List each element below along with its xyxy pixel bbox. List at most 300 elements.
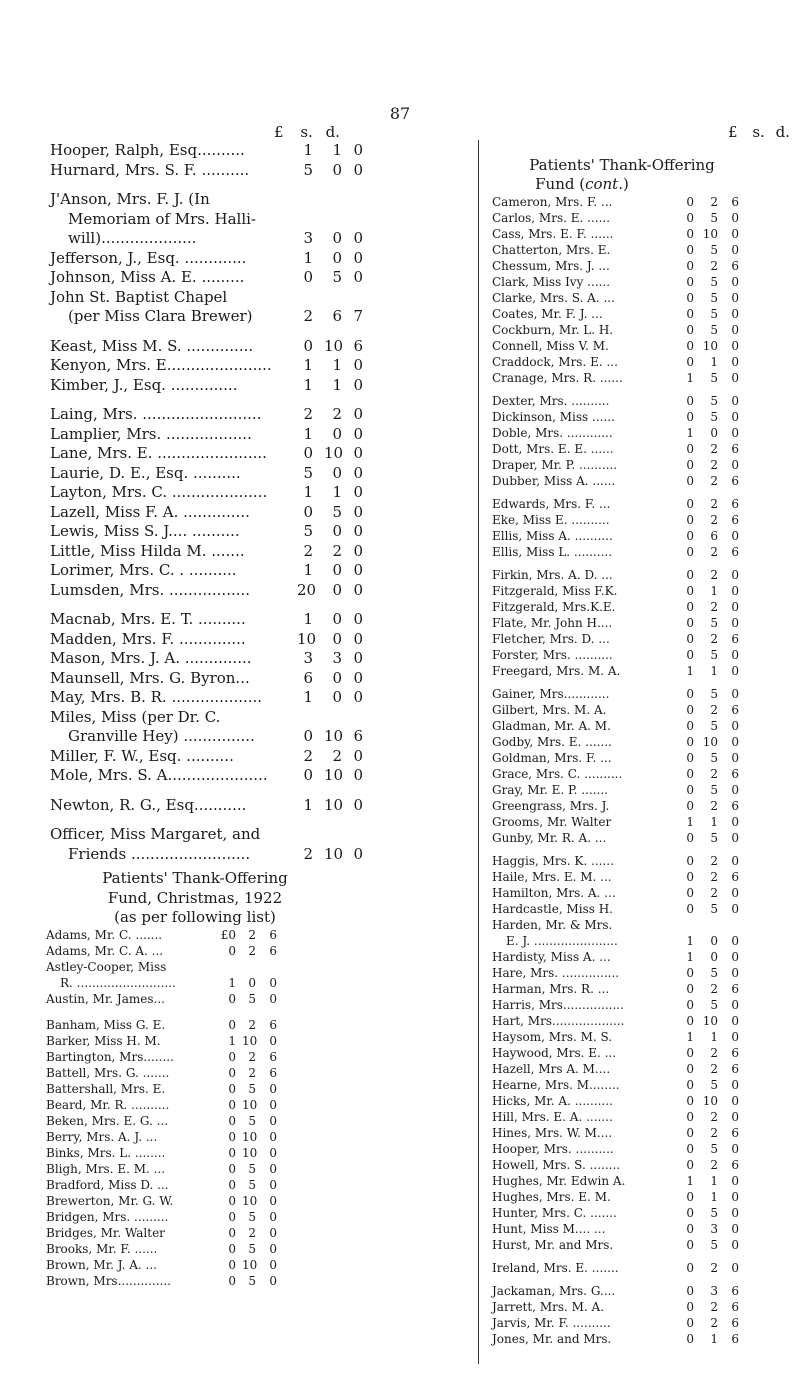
- shillings-value: 1: [710, 664, 718, 678]
- shillings-value: 1: [710, 355, 718, 369]
- entry-name: Forster, Mrs. ..........: [492, 648, 613, 662]
- entry-name: Bligh, Mrs. E. M. ...: [46, 1162, 166, 1176]
- pence-value: 0: [731, 1238, 739, 1252]
- pounds-value: 1: [303, 375, 313, 394]
- pence-value: 0: [731, 426, 739, 440]
- list-item: [492, 210, 792, 226]
- pounds-value: 0: [686, 1014, 694, 1028]
- pounds-value: 2: [303, 541, 313, 560]
- shillings-value: 2: [710, 1046, 718, 1060]
- list-item: [50, 356, 470, 376]
- pence-value: 0: [731, 1261, 739, 1275]
- pence-value: 0: [269, 976, 277, 990]
- shillings-value: 5: [710, 307, 718, 321]
- section-title: Patients' Thank-Offering: [529, 156, 715, 174]
- entry-name: R. ..........................: [60, 976, 176, 990]
- entry-name: Lewis, Miss S. J.... ..........: [50, 522, 240, 540]
- pence-value: 0: [731, 323, 739, 337]
- list-item: [492, 1299, 792, 1315]
- list-item: [50, 630, 470, 650]
- pounds-value: 0: [686, 982, 694, 996]
- pence-value: 0: [731, 1174, 739, 1188]
- shillings-value: 0: [332, 424, 342, 443]
- list-item: [492, 686, 792, 702]
- shillings-value: 5: [332, 502, 342, 521]
- shillings-value: 0: [332, 522, 342, 540]
- pence-value: 0: [731, 854, 739, 868]
- entry-name: Granville Hey) ...............: [68, 727, 255, 745]
- list-item: [50, 337, 470, 357]
- pounds-value: 1: [228, 1034, 236, 1048]
- pounds-value: 2: [303, 405, 313, 423]
- pence-value: 0: [731, 831, 739, 845]
- pounds-value: 0: [228, 1210, 236, 1224]
- entry-name: Doble, Mrs. ............: [492, 426, 613, 440]
- shillings-value: 5: [710, 291, 718, 305]
- entry-name: Officer, Miss Margaret, and: [50, 825, 261, 843]
- pounds-value: 1: [303, 248, 313, 267]
- entry-name: Bridgen, Mrs. .........: [46, 1210, 169, 1224]
- pence-value: 0: [731, 902, 739, 916]
- shillings-value: 2: [248, 1066, 256, 1080]
- pounds-value: 1: [686, 934, 694, 948]
- list-item: [50, 766, 470, 786]
- pounds-value: 0: [686, 600, 694, 614]
- list-item: [492, 274, 792, 290]
- pence-value: 0: [353, 229, 363, 247]
- pence-value: 0: [731, 934, 739, 948]
- pence-value: 0: [353, 561, 363, 579]
- list-item: [492, 885, 792, 901]
- spacer: [50, 600, 470, 610]
- entry-name: Flate, Mr. John H....: [492, 616, 613, 630]
- entry-name: Battershall, Mrs. E.: [46, 1082, 166, 1096]
- list-item: [492, 981, 792, 997]
- shillings-value: 5: [248, 1114, 256, 1128]
- list-item: [492, 798, 792, 814]
- entry-name: Ellis, Miss A. ..........: [492, 529, 613, 543]
- shillings-value: 1: [332, 141, 342, 159]
- entry-name: Goldman, Mrs. F. ...: [492, 751, 612, 765]
- shillings-value: 10: [242, 1146, 258, 1160]
- shillings-value: 5: [710, 394, 718, 408]
- pounds-value: 0: [686, 1316, 694, 1330]
- entry-name: Jarvis, Mr. F. ..........: [492, 1316, 611, 1330]
- shillings-value: 2: [710, 1158, 718, 1172]
- shillings-value: 5: [710, 719, 718, 733]
- list-item: [492, 663, 792, 679]
- shillings-value: 3: [332, 649, 342, 667]
- pounds-value: 0: [686, 616, 694, 630]
- spacer: [492, 489, 792, 496]
- pounds-value: 0: [686, 497, 694, 511]
- spacer: [50, 395, 470, 405]
- entry-name: Dexter, Mrs. ..........: [492, 394, 610, 408]
- pence-value: 0: [731, 291, 739, 305]
- pounds-value: 5: [303, 160, 313, 179]
- entry-name: Brewerton, Mr. G. W.: [46, 1194, 174, 1208]
- spacer: [492, 1276, 792, 1283]
- pounds-value: 0: [228, 1066, 236, 1080]
- pence-value: 0: [269, 1130, 277, 1144]
- list-item: [46, 1241, 286, 1257]
- pounds-value: 0: [228, 1018, 236, 1032]
- list-item: [50, 649, 470, 669]
- pence-value: 6: [731, 767, 739, 781]
- entry-name: Draper, Mr. P. ..........: [492, 458, 618, 472]
- right-rows: [492, 194, 792, 1347]
- list-item: [50, 869, 340, 889]
- pence-value: 0: [731, 751, 739, 765]
- pence-value: 0: [269, 1258, 277, 1272]
- list-item: [492, 997, 792, 1013]
- list-item: [492, 814, 792, 830]
- pence-value: 0: [731, 966, 739, 980]
- entry-name: Adams, Mr. C. A. ...: [46, 944, 164, 958]
- list-item: [50, 268, 470, 288]
- list-item: [492, 322, 792, 338]
- entry-name: J'Anson, Mrs. F. J. (In: [50, 190, 210, 208]
- shillings-value: 2: [710, 632, 718, 646]
- list-item: [46, 1273, 286, 1289]
- shillings-value: 2: [710, 767, 718, 781]
- pounds-value: 0: [686, 513, 694, 527]
- list-item: [46, 1145, 286, 1161]
- pence-value: 6: [731, 703, 739, 717]
- list-item: [46, 1257, 286, 1273]
- shillings-value: 10: [242, 1258, 258, 1272]
- pounds-value: 0: [228, 1146, 236, 1160]
- pence-value: 0: [353, 444, 363, 462]
- entry-name: Dott, Mrs. E. E. ......: [492, 442, 614, 456]
- list-item: [492, 782, 792, 798]
- pence-value: 0: [731, 815, 739, 829]
- entry-name: Beard, Mr. R. ..........: [46, 1098, 170, 1112]
- list-item: [492, 544, 792, 560]
- pence-value: 0: [269, 1274, 277, 1288]
- pounds-value: 0: [686, 474, 694, 488]
- shillings-value: 2: [332, 746, 342, 765]
- pence-value: 6: [731, 1062, 739, 1076]
- pounds-value: 0: [686, 458, 694, 472]
- entry-name: Gray, Mr. E. P. .......: [492, 783, 608, 797]
- shillings-value: 1: [710, 1190, 718, 1204]
- entry-name: Hicks, Mr. A. ..........: [492, 1094, 613, 1108]
- list-item: [50, 229, 470, 249]
- pounds-value: 0: [303, 336, 313, 355]
- list-item: [50, 464, 470, 484]
- list-item: [492, 615, 792, 631]
- entry-name: Dickinson, Miss ......: [492, 410, 615, 424]
- list-item: [492, 226, 792, 242]
- list-item: [492, 1109, 792, 1125]
- shillings-value: 10: [702, 1014, 718, 1028]
- shillings-value: 0: [332, 248, 342, 267]
- entry-name: E. J. ......................: [506, 934, 618, 948]
- list-item: [50, 483, 470, 503]
- list-item: [492, 830, 792, 846]
- shillings-value: 5: [710, 1238, 718, 1252]
- pounds-value: 0: [686, 1126, 694, 1140]
- list-item: [50, 908, 340, 928]
- entry-name: Little, Miss Hilda M. .......: [50, 541, 245, 560]
- pence-value: 0: [269, 1034, 277, 1048]
- pence-value: 0: [731, 735, 739, 749]
- pounds-value: 0: [686, 323, 694, 337]
- list-item: [46, 1193, 286, 1209]
- pence-value: 6: [731, 474, 739, 488]
- list-item: [50, 669, 470, 689]
- spacer: [492, 1253, 792, 1260]
- shillings-value: 5: [710, 211, 718, 225]
- left-column-list: [50, 141, 470, 928]
- pounds-value: 0: [686, 966, 694, 980]
- entry-name: Hill, Mrs. E. A. .......: [492, 1110, 613, 1124]
- pence-value: 0: [353, 522, 363, 540]
- pounds-value: 0: [686, 998, 694, 1012]
- pounds-value: 0: [228, 1274, 236, 1288]
- entry-name: Miles, Miss (per Dr. C.: [50, 707, 221, 726]
- shillings-value: 1: [710, 584, 718, 598]
- spacer: [492, 560, 792, 567]
- pounds-value: 0: [686, 1261, 694, 1275]
- pence-value: 6: [731, 1158, 739, 1172]
- entry-name: Gainer, Mrs............: [492, 687, 610, 701]
- entry-name: Godby, Mrs. E. .......: [492, 735, 612, 749]
- shillings-value: 1: [710, 1332, 718, 1346]
- list-item: [50, 708, 470, 728]
- pounds-value: 0: [686, 275, 694, 289]
- list-item: [46, 975, 286, 991]
- pounds-value: 1: [686, 1174, 694, 1188]
- shillings-value: 0: [248, 976, 256, 990]
- pounds-value: 0: [228, 1242, 236, 1256]
- entry-name: Battell, Mrs. G. .......: [46, 1066, 170, 1080]
- shillings-value: 5: [248, 1178, 256, 1192]
- shillings-value: 0: [332, 610, 342, 628]
- entry-name: Hardisty, Miss A. ...: [492, 950, 611, 964]
- shillings-value: 10: [324, 844, 344, 863]
- entry-name: Jones, Mr. and Mrs.: [492, 1332, 612, 1346]
- entry-name: Hines, Mrs. W. M....: [492, 1126, 613, 1140]
- pounds-value: 0: [303, 444, 313, 462]
- pounds-value: 0: [686, 394, 694, 408]
- list-item: [492, 512, 792, 528]
- pence-value: 6: [731, 259, 739, 273]
- list-item: [46, 1065, 286, 1081]
- pence-value: 0: [731, 1078, 739, 1092]
- pence-value: 0: [269, 1146, 277, 1160]
- pence-value: 6: [353, 727, 363, 745]
- entry-name: Mole, Mrs. S. A.....................: [50, 766, 268, 784]
- pounds-value: 0: [686, 529, 694, 543]
- shillings-value: 2: [710, 195, 718, 209]
- entry-name: John St. Baptist Chapel: [50, 287, 228, 306]
- pence-value: 6: [269, 944, 277, 958]
- list-item: [492, 1237, 792, 1253]
- entry-name: Haywood, Mrs. E. ...: [492, 1046, 617, 1060]
- pounds-value: 0: [686, 703, 694, 717]
- entry-name: Brown, Mrs..............: [46, 1274, 171, 1288]
- pounds-value: 0: [686, 1284, 694, 1298]
- entry-name: Craddock, Mrs. E. ...: [492, 355, 618, 369]
- entry-name: Hunt, Miss M.... ...: [492, 1222, 606, 1236]
- entry-name: Hooper, Mrs. ..........: [492, 1142, 614, 1156]
- list-item: [50, 161, 470, 181]
- pence-value: 6: [731, 1332, 739, 1346]
- pounds-value: 1: [303, 141, 313, 159]
- shillings-value: 10: [324, 727, 344, 745]
- shillings-value: 3: [710, 1284, 718, 1298]
- pence-value: 0: [269, 1242, 277, 1256]
- entry-name: Kimber, J., Esq. ..............: [50, 375, 238, 394]
- shillings-value: 2: [332, 405, 342, 423]
- pounds-value: 0: [228, 1130, 236, 1144]
- shillings-value: 10: [324, 766, 344, 784]
- section-subtitle: Fund (cont.): [535, 175, 629, 193]
- entry-name: Grooms, Mr. Walter: [492, 815, 612, 829]
- spacer: [50, 815, 470, 825]
- list-item: [46, 1017, 286, 1033]
- spacer: [492, 679, 792, 686]
- pounds-value: 0: [686, 1222, 694, 1236]
- spacer: [492, 386, 792, 393]
- list-item: [492, 1315, 792, 1331]
- pounds-value: 0: [686, 410, 694, 424]
- pence-value: 6: [353, 336, 363, 355]
- pence-value: 0: [731, 648, 739, 662]
- pounds-value: 0: [228, 1194, 236, 1208]
- entry-name: Mason, Mrs. J. A. ..............: [50, 649, 252, 667]
- shillings-value: 5: [710, 371, 718, 385]
- list-item: [50, 542, 470, 562]
- pence-value: 6: [731, 195, 739, 209]
- shillings-value: 0: [332, 580, 342, 599]
- pence-value: 0: [731, 529, 739, 543]
- shillings-value: 2: [710, 259, 718, 273]
- shillings-value: 5: [710, 966, 718, 980]
- shilling-header: s.: [752, 123, 765, 141]
- pounds-value: 0: [686, 259, 694, 273]
- entry-name: Hurst, Mr. and Mrs.: [492, 1238, 614, 1252]
- entry-name: Ireland, Mrs. E. .......: [492, 1261, 619, 1275]
- entry-name: Fitzgerald, Miss F.K.: [492, 584, 618, 598]
- entry-name: Harris, Mrs................: [492, 998, 624, 1012]
- shillings-value: 2: [248, 1226, 256, 1240]
- pence-value: 0: [353, 541, 363, 560]
- pence-value: 6: [269, 1018, 277, 1032]
- pounds-value: 0: [303, 727, 313, 745]
- shillings-value: 5: [710, 902, 718, 916]
- pence-value: 0: [269, 992, 277, 1006]
- list-item: [492, 258, 792, 274]
- shillings-value: 2: [710, 799, 718, 813]
- list-item: [492, 567, 792, 583]
- pounds-value: 0: [686, 1078, 694, 1092]
- pounds-value: 0: [228, 1098, 236, 1112]
- pounds-value: 0: [303, 502, 313, 521]
- shillings-value: 5: [710, 687, 718, 701]
- entry-name: Howell, Mrs. S. ........: [492, 1158, 621, 1172]
- entry-name: Hamilton, Mrs. A. ...: [492, 886, 616, 900]
- shillings-value: 5: [710, 831, 718, 845]
- entry-name: Macnab, Mrs. E. T. ..........: [50, 610, 246, 628]
- shillings-value: 1: [710, 1174, 718, 1188]
- list-item: [492, 869, 792, 885]
- list-item: [492, 1141, 792, 1157]
- list-item: [492, 1205, 792, 1221]
- pence-value: 6: [269, 928, 277, 942]
- pounds-value: 0: [686, 355, 694, 369]
- pounds-value: 1: [686, 950, 694, 964]
- list-item: [50, 889, 340, 909]
- list-item: [492, 718, 792, 734]
- spacer: [492, 846, 792, 853]
- pounds-value: 0: [686, 870, 694, 884]
- shillings-value: 2: [710, 1316, 718, 1330]
- shillings-value: 0: [332, 688, 342, 706]
- pence-value: 6: [269, 1066, 277, 1080]
- pounds-value: 0: [228, 944, 236, 958]
- pence-value: 0: [731, 600, 739, 614]
- list-item: [492, 766, 792, 782]
- pounds-value: 0: [228, 1114, 236, 1128]
- entry-name: Binks, Mrs. L. ........: [46, 1146, 166, 1160]
- pence-value: 0: [731, 998, 739, 1012]
- list-item: [492, 1045, 792, 1061]
- shillings-value: 10: [702, 735, 718, 749]
- list-item: [492, 441, 792, 457]
- entry-name: Cass, Mrs. E. F. ......: [492, 227, 614, 241]
- entry-name: Kenyon, Mrs. E......................: [50, 356, 272, 374]
- pence-value: 0: [731, 950, 739, 964]
- list-item: [46, 1161, 286, 1177]
- list-item: [492, 370, 792, 386]
- list-item: [46, 1097, 286, 1113]
- shillings-value: 5: [710, 783, 718, 797]
- pounds-value: 0: [686, 243, 694, 257]
- pence-value: 0: [731, 458, 739, 472]
- entry-name: Cockburn, Mr. L. H.: [492, 323, 614, 337]
- list-item: [492, 1260, 792, 1276]
- pounds-value: 0: [686, 1238, 694, 1252]
- pounds-value: 0: [228, 1162, 236, 1176]
- shillings-value: 5: [248, 1082, 256, 1096]
- list-item: [50, 425, 470, 445]
- list-item: [492, 583, 792, 599]
- entry-name: Hardcastle, Miss H.: [492, 902, 613, 916]
- shillings-value: 5: [710, 1078, 718, 1092]
- entry-name: will)....................: [68, 229, 197, 247]
- entry-name: Lamplier, Mrs. ..................: [50, 424, 252, 443]
- entry-name: Hunter, Mrs. C. .......: [492, 1206, 617, 1220]
- list-item: [50, 561, 470, 581]
- entry-name: Clark, Miss Ivy ......: [492, 275, 611, 289]
- shillings-value: 2: [710, 545, 718, 559]
- shillings-value: 2: [710, 513, 718, 527]
- pence-value: 0: [353, 424, 363, 443]
- entry-name: Harden, Mr. & Mrs.: [492, 918, 613, 932]
- pounds-value: 0: [686, 195, 694, 209]
- entry-name: Jarrett, Mrs. M. A.: [492, 1300, 605, 1314]
- entry-name: Newton, R. G., Esq...........: [50, 795, 247, 814]
- pounds-value: 0: [228, 1226, 236, 1240]
- pounds-value: 0: [686, 648, 694, 662]
- entry-name: Fitzgerald, Mrs.K.E.: [492, 600, 616, 614]
- list-item: [46, 1113, 286, 1129]
- shillings-value: 1: [710, 815, 718, 829]
- entry-name: (as per following list): [114, 908, 276, 926]
